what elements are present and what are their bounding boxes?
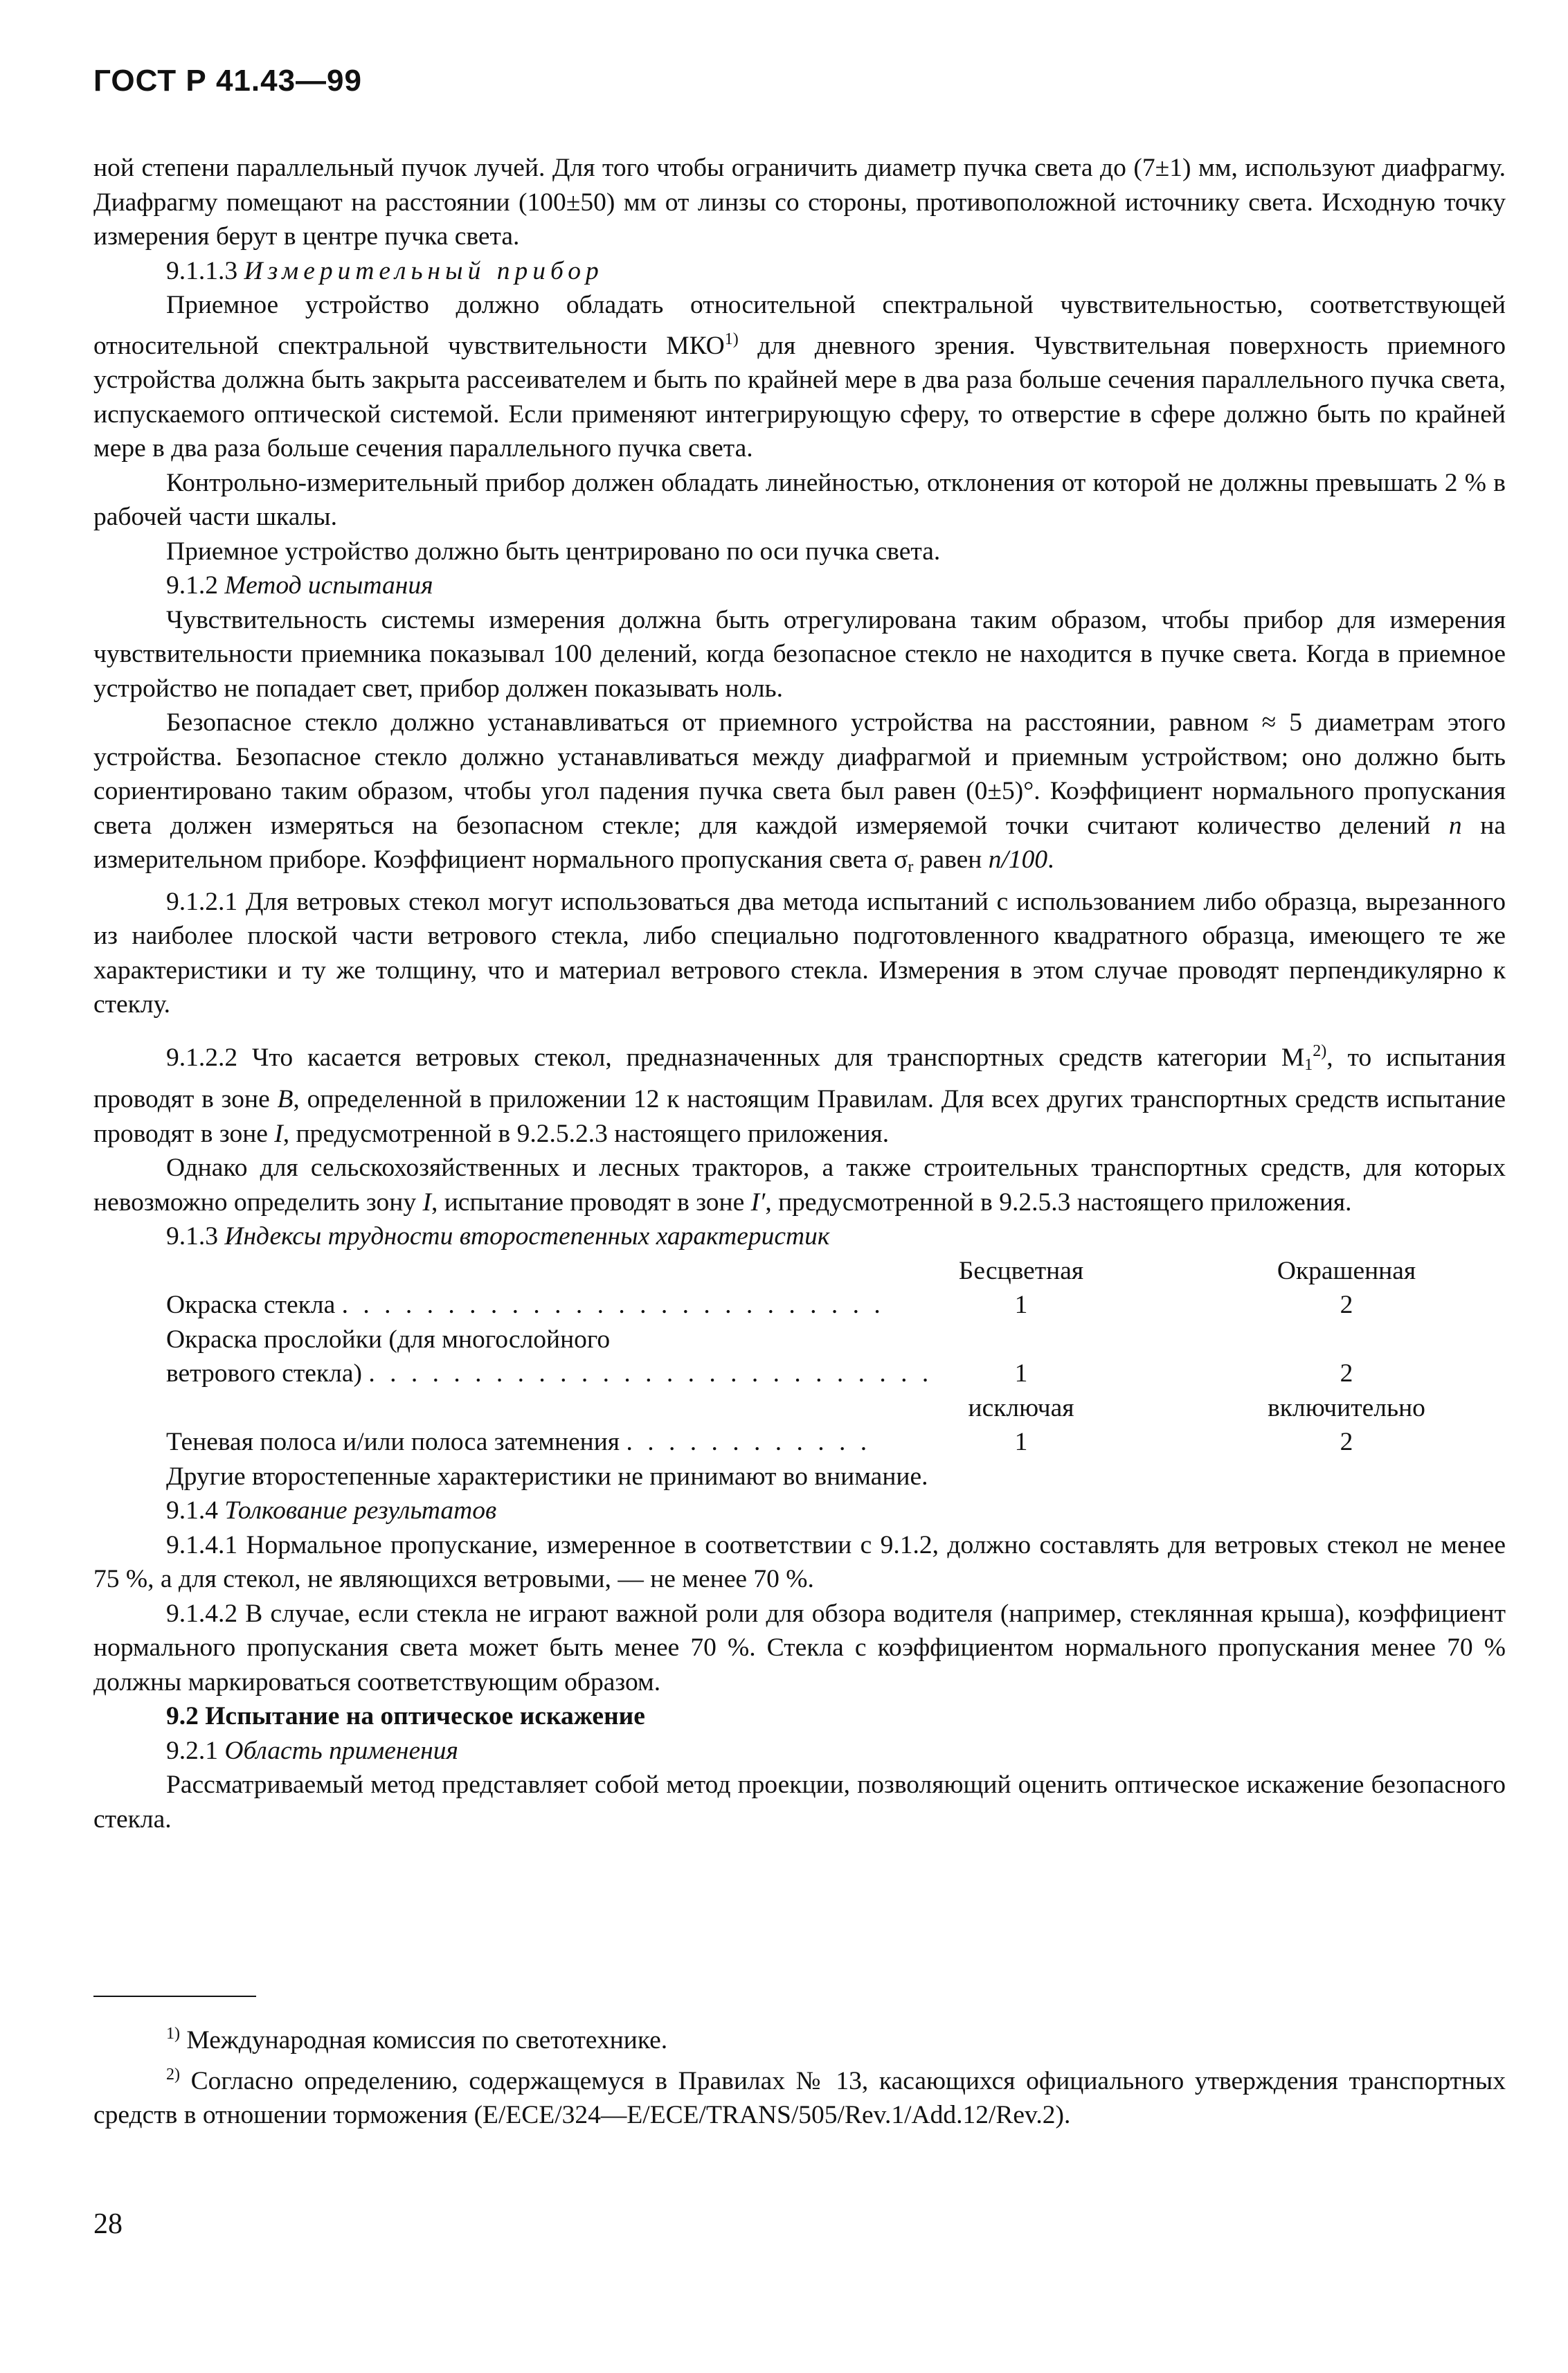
table-cell: 1 [1014,1359,1028,1388]
section-heading-9-2-1: 9.2.1 Область применения [166,1736,458,1765]
column-header-colorless: Бесцветная [958,1256,1084,1285]
section-heading-9-1-4: 9.1.4 Толкование результатов [166,1496,497,1525]
footnote-2: $^{2)}$ Согласно определению, содержащемуся в Правилах № 13, касающихся официального утверждения транспортных средств в отношении торможения (E/ECE/324—E/ECE/TRANS/505/Rev.1/Add.12/Rev.2). [93,2065,1506,2129]
table-cell: 2 [1340,1359,1353,1388]
paragraph: Рассматриваемый метод представляет собой метод проекции, позволяющий оценить оптическое искажение безопасного стекла. [93,1771,1506,1834]
document-header: ГОСТ Р 41.43—99 [93,64,362,98]
indices-table [93,1254,1506,1460]
section-title: Толкование результатов [224,1496,497,1525]
paragraph: 9.1.4.2 В случае, если стекла не играют важной роли для обзора водителя (например, стеклянная крыша), коэффициент нормального пропускания света может быть менее 70 %. Стекла с коэффициентом нормального пропускания менее 70 % должны маркироваться соответствующим образом. [93,1599,1506,1696]
footnote-ref: 1) [724,330,739,348]
section-heading-9-1-2: 9.1.2 Метод испытания [166,571,433,600]
section-title: Индексы трудности второстепенных характеристик [224,1222,830,1251]
column-subheader-excluding: исключая [968,1393,1074,1422]
page-number: 28 [93,2208,123,2240]
table-cell: 2 [1340,1427,1353,1456]
paragraph: Другие второстепенные характеристики не принимают во внимание. [166,1462,928,1491]
section-heading-9-1-1-3: 9.1.1.3 Измерительный прибор [166,256,604,285]
section-heading-9-1-3: 9.1.3 Индексы трудности второстепенных характеристик [166,1222,830,1251]
paragraph: Безопасное стекло должно устанавливаться от приемного устройства на расстоянии, равном ≈ 5 диаметрам этого устройства. Безопасное стекло должно устанавливаться между диафрагмой и приемным устройством; оно должно быть сориентировано таким образом, чтобы угол падения пучка света был равен (0±5)°. Коэффициент нормального пропускания света должен измеряться на безопасном стекле; для каждой измеряемой точки считают количество делений n на измерительном приборе. Коэффициент нормального пропускания света $\sigma_r$ равен n/100. [93,708,1506,876]
table-cell: 2 [1340,1290,1353,1319]
paragraph: 9.1.4.1 Нормальное пропускание, измеренное в соответствии с 9.1.2, должно составлять для ветровых стекол не менее 75 %, а для стекол, не являющихся ветровыми, — не менее 70 %. [93,1530,1506,1593]
footnote-1: $^{1)}$ Международная комиссия по светотехнике. [166,2025,668,2054]
table-row-label: Окраска прослойки (для многослойного [166,1325,611,1354]
footnotes [93,2017,1506,2133]
column-subheader-including: включительно [1268,1393,1425,1422]
column-header-tinted: Окрашенная [1277,1256,1416,1285]
paragraph: Приемное устройство должно обладать относительной спектральной чувствительностью, соответствующей относительной спектральной чувствительности МКО$^{1)}$ для дневного зрения. Чувствительная поверхность приемного устройства должна быть закрыта рассеивателем и быть по крайней мере в два раза больше сечения параллельного пучка света, испускаемого оптической системой. Если применяют интегрирующую сферу, то отверстие в сфере должно быть по крайней мере в два раза больше сечения параллельного пучка света. [93,291,1506,463]
section-title: Метод испытания [224,571,433,600]
paragraph: ной степени параллельный пучок лучей. Для того чтобы ограничить диаметр пучка света до (7±1) мм, используют диафрагму. Диафрагму помещают на расстоянии (100±50) мм от линзы со стороны, противоположной источнику света. Исходную точку измерения берут в центре пучка света. [93,154,1506,251]
table-row-label: Окраска стекла . . . . . . . . . . . . . . . . . . . . . . . . . . [166,1290,885,1319]
table-cell: 1 [1014,1290,1028,1319]
paragraph: Контрольно-измерительный прибор должен обладать линейностью, отклонения от которой не должны превышать 2 % в рабочей части шкалы. [93,468,1506,531]
table-row-label: ветрового стекла) . . . . . . . . . . . . . . . . . . . . . . . . . . . [166,1359,933,1388]
document-body [93,151,1506,1836]
paragraph: Чувствительность системы измерения должна быть отрегулирована таким образом, чтобы прибор для измерения чувствительности приемника показывал 100 делений, когда безопасное стекло не находится в пучке света. Когда в приемное устройство не попадает свет, прибор должен показывать ноль. [93,605,1506,703]
paragraph: Приемное устройство должно быть центрировано по оси пучка света. [166,537,941,566]
section-heading-9-2: 9.2 Испытание на оптическое искажение [166,1702,645,1730]
section-title: Измерительный прибор [244,256,604,285]
table-cell: 1 [1014,1427,1028,1456]
section-title: Область применения [224,1736,458,1765]
table-row-label: Теневая полоса и/или полоса затемнения . . . . . . . . . . . . [166,1427,872,1456]
footnote-separator [93,1996,256,1997]
footnote-ref: 2) [1313,1041,1327,1060]
paragraph: 9.1.2.2 Что касается ветровых стекол, предназначенных для транспортных средств категории $M_1^{2)}$, то испытания проводят в зоне B, определенной в приложении 12 к настоящим Правилам. Для всех других транспортных средств испытание проводят в зоне I, предусмотренной в 9.2.5.2.3 настоящего приложения. [93,1041,1506,1148]
paragraph: Однако для сельскохозяйственных и лесных тракторов, а также строительных транспортных средств, для которых невозможно определить зону I, испытание проводят в зоне I′, предусмотренной в 9.2.5.3 настоящего приложения. [93,1154,1506,1217]
paragraph: 9.1.2.1 Для ветровых стекол могут использоваться два метода испытаний с использованием либо образца, вырезанного из наиболее плоской части ветрового стекла, либо специально подготовленного квадратного образца, имеющего те же характеристики и ту же толщину, что и материал ветрового стекла. Измерения в этом случае проводят перпендикулярно к стеклу. [93,887,1506,1019]
